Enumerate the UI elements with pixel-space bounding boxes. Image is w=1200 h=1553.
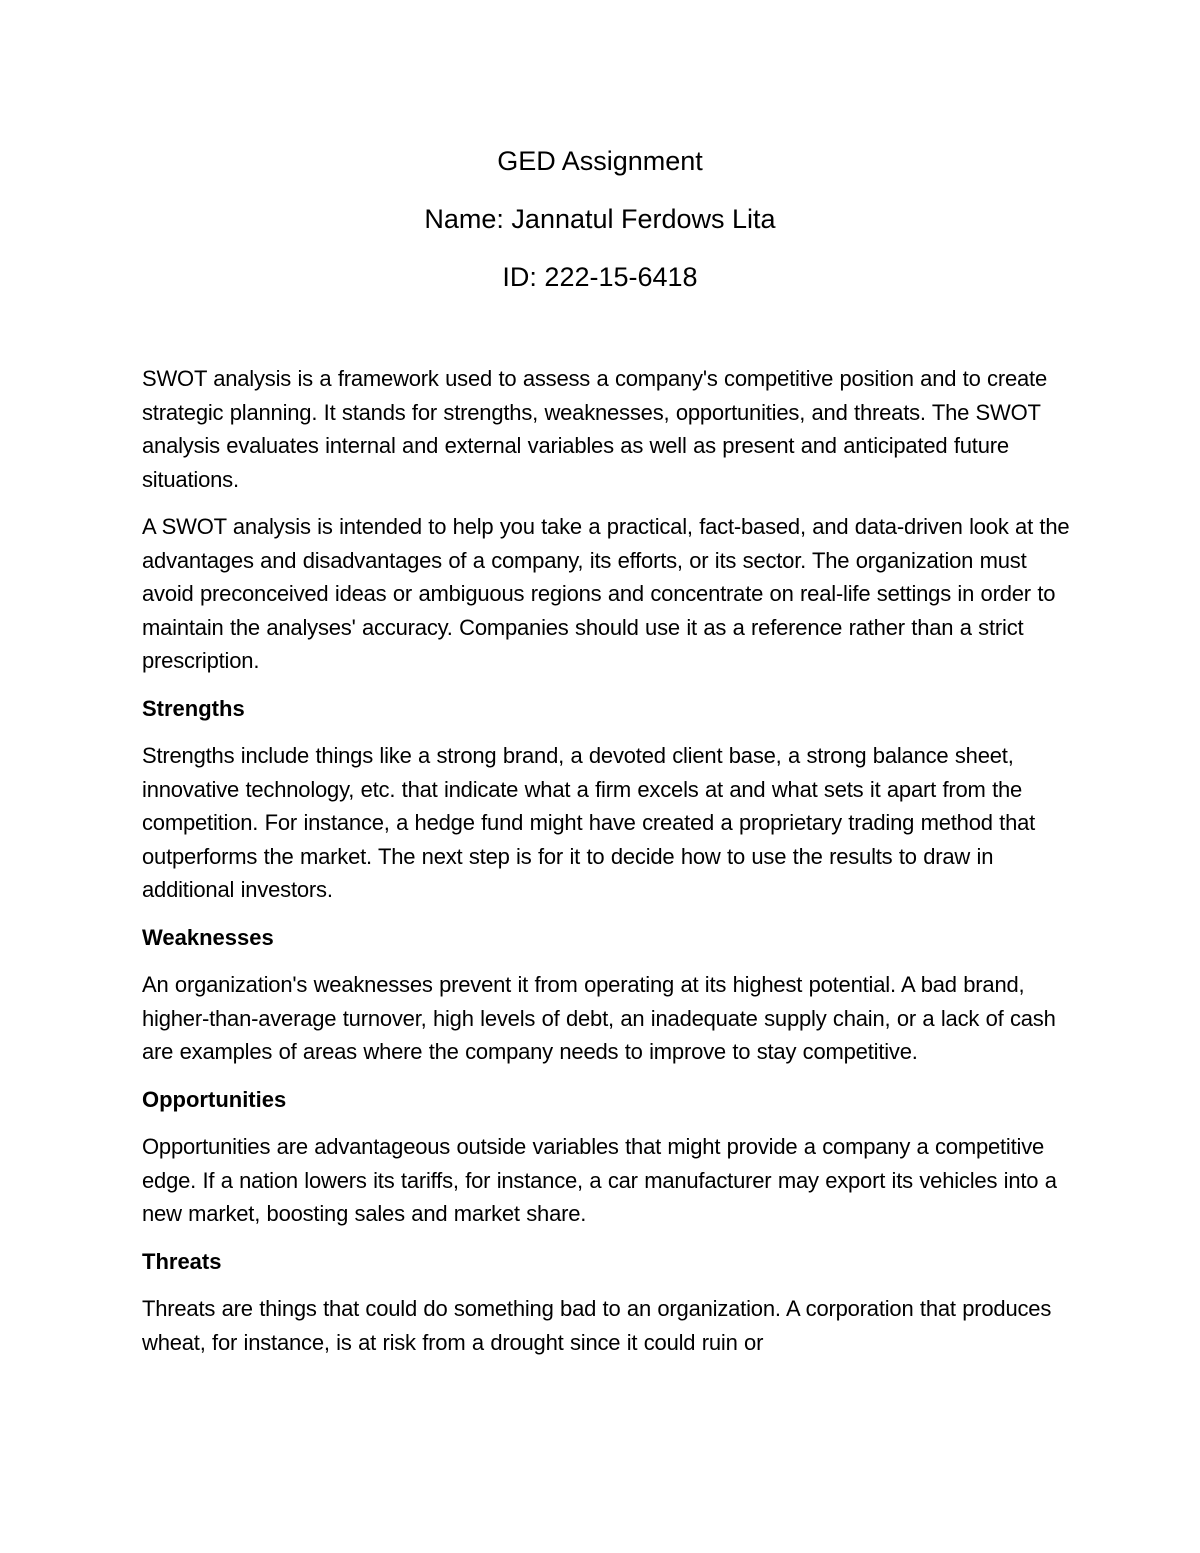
intro-paragraph-1: SWOT analysis is a framework used to assess a company's competitive position and to create strategic planning. It stands for strengths, weaknesses, opportunities, and threats. The SWOT analysis evaluates internal and external variables as well as present and anticipated future situations. (142, 366, 1047, 492)
document-header (0, 140, 1200, 314)
section-heading-weaknesses: Weaknesses (142, 924, 274, 950)
intro-paragraph-2: A SWOT analysis is intended to help you take a practical, fact-based, and data-driven look at the advantages and disadvantages of a company, its efforts, or its sector. The organization must avoid preconceived ideas or ambiguous regions and concentrate on real-life settings in order to maintain the analyses' accuracy. Companies should use it as a reference rather than a strict prescription. (142, 514, 1070, 673)
section-text-strengths: Strengths include things like a strong brand, a devoted client base, a strong balance sheet, innovative technology, etc. that indicate what a firm excels at and what sets it apart from the competition. For instance, a hedge fund might have created a proprietary trading method that outperforms the market. The next step is for it to decide how to use the results to draw in additional investors. (142, 743, 1036, 902)
document-title: GED Assignment (497, 146, 703, 176)
section-text-opportunities: Opportunities are advantageous outside variables that might provide a company a competitive edge. If a nation lowers its tariffs, for instance, a car manufacturer may export its vehicles into a new market, boosting sales and market share. (142, 1134, 1057, 1226)
section-heading-opportunities: Opportunities (142, 1086, 287, 1112)
section-heading-threats: Threats (142, 1248, 222, 1274)
section-text-threats: Threats are things that could do something bad to an organization. A corporation that produces wheat, for instance, is at risk from a drought since it could ruin or (142, 1296, 1052, 1355)
student-id: ID: 222-15-6418 (502, 262, 698, 292)
section-text-weaknesses: An organization's weaknesses prevent it from operating at its highest potential. A bad brand, higher-than-average turnover, high levels of debt, an inadequate supply chain, or a lack of cash are examples of areas where the company needs to improve to stay competitive. (142, 972, 1056, 1064)
section-heading-strengths: Strengths (142, 695, 245, 721)
student-name: Name: Jannatul Ferdows Lita (424, 204, 776, 234)
document-body (142, 362, 1072, 1373)
